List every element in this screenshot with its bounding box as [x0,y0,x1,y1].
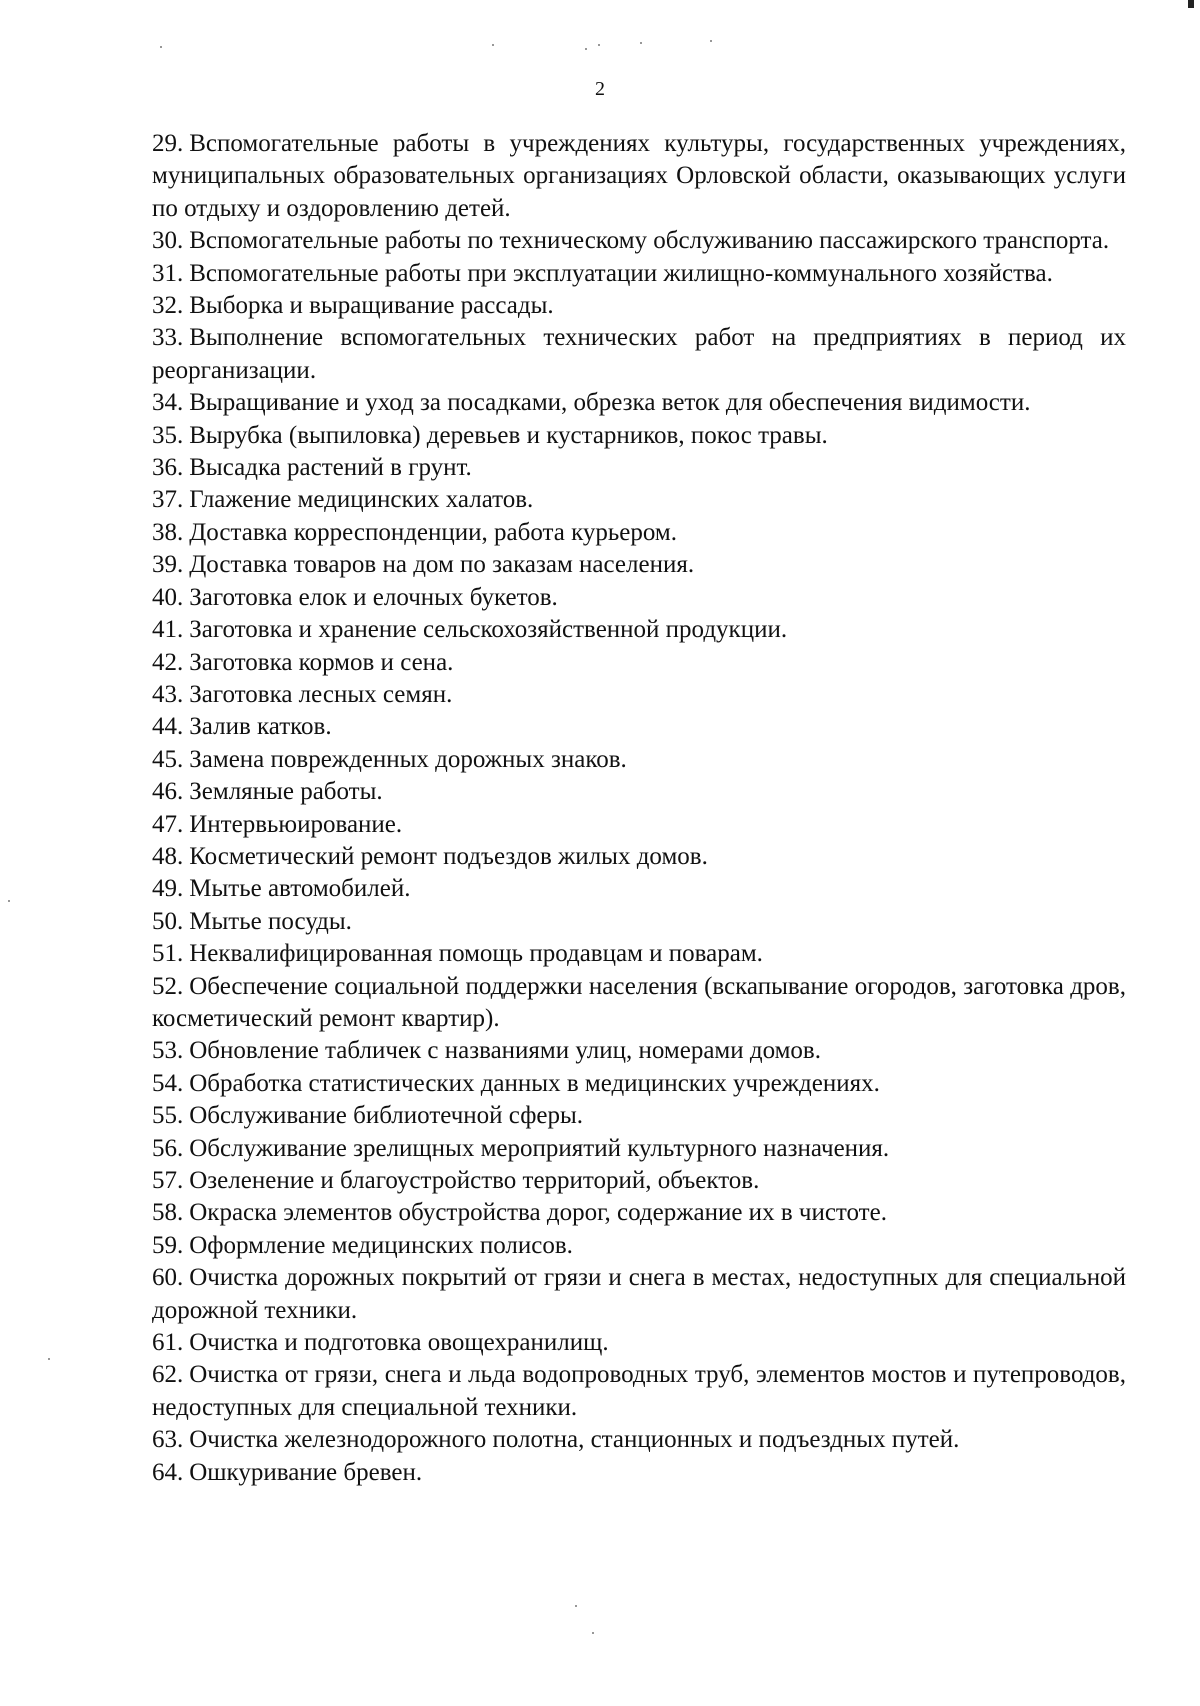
list-item-text: Высадка растений в грунт. [189,454,472,482]
list-item-number: 50. [152,907,184,935]
list-item-number: 56. [152,1134,184,1162]
scan-speck [160,46,162,48]
list-item-number: 30. [152,227,184,255]
list-item-text: Очистка дорожных покрытий от грязи и снега в местах, недоступных для специальной дорожной техники. [152,1264,1126,1324]
list-item [152,679,1126,711]
list-item-number: 58. [152,1199,184,1227]
list-item [152,1230,1126,1262]
list-item-text: Обновление табличек с названиями улиц, номерами домов. [189,1037,821,1065]
list-item [152,1424,1126,1456]
list-item [152,225,1126,257]
list-item-number: 29. [152,130,184,157]
list-item [152,1262,1126,1327]
list-item-number: 44. [152,713,184,741]
scan-speck [598,44,600,46]
list-item-text: Вспомогательные работы в учреждениях культуры, государственных учреждениях, муниципальных образовательных организациях Орловской области, оказывающих услуги по отдыху и оздоровлению детей. [152,130,1126,222]
list-item-number: 63. [152,1426,184,1454]
list-item-number: 54. [152,1069,184,1097]
list-item-text: Выполнение вспомогательных технических работ на предприятиях в период их реорганизации. [152,324,1126,384]
list-item-number: 46. [152,778,184,806]
list-item-text: Очистка и подготовка овощехранилищ. [189,1329,609,1357]
scan-speck [575,1605,577,1607]
list-item [152,420,1126,452]
list-item-number: 38. [152,518,184,546]
list-item-number: 33. [152,324,184,352]
list-item-text: Выращивание и уход за посадками, обрезка веток для обеспечения видимости. [189,389,1031,417]
list-item [152,841,1126,873]
list-item [152,1165,1126,1197]
list-item-number: 53. [152,1037,184,1065]
list-item-text: Косметический ремонт подъездов жилых домов. [189,842,708,870]
scan-speck [710,40,712,42]
list-item-number: 35. [152,421,184,449]
list-item [152,744,1126,776]
list-item-text: Залив катков. [189,713,332,741]
scan-speck [48,1358,50,1360]
list-item-text: Глажение медицинских халатов. [189,486,534,514]
list-item [152,1359,1126,1424]
list-item-number: 52. [152,972,184,1000]
list-item-number: 57. [152,1167,184,1194]
list-item [152,258,1126,290]
list-item-text: Обеспечение социальной поддержки населения (вскапывание огородов, заготовка дров, косметический ремонт квартир). [152,972,1126,1032]
list-item-text: Озеленение и благоустройство территорий, объектов. [189,1167,760,1194]
list-item-number: 43. [152,680,184,708]
list-item-text: Ошкуривание бревен. [189,1458,423,1486]
list-item [152,1035,1126,1067]
list-item-number: 41. [152,616,184,644]
list-item [152,1133,1126,1165]
list-item-number: 42. [152,648,184,676]
list-item-text: Интервьюирование. [189,810,403,838]
list-item-text: Вырубка (выпиловка) деревьев и кустарников, покос травы. [189,421,828,449]
list-item-text: Очистка от грязи, снега и льда водопроводных труб, элементов мостов и путепроводов, недоступных для специальной техники. [152,1361,1126,1421]
work-types-list [152,128,1126,1489]
list-item [152,517,1126,549]
list-item [152,906,1126,938]
list-item-number: 64. [152,1458,184,1486]
list-item [152,1100,1126,1132]
list-item-text: Земляные работы. [189,778,383,806]
list-item [152,1457,1126,1489]
list-item-number: 36. [152,454,184,482]
list-item [152,711,1126,743]
list-item-number: 51. [152,940,184,968]
list-item-number: 32. [152,292,184,320]
list-item [152,776,1126,808]
scan-speck [8,900,10,902]
scan-edge-mark [1188,0,1194,8]
list-item-text: Заготовка и хранение сельскохозяйственной продукции. [189,616,788,644]
scan-speck [492,44,494,46]
list-item-number: 31. [152,259,184,287]
list-item-text: Замена поврежденных дорожных знаков. [189,745,627,773]
list-item [152,128,1126,225]
list-item-text: Заготовка кормов и сена. [189,648,454,676]
list-item-text: Обслуживание библиотечной сферы. [189,1102,584,1130]
list-item-number: 55. [152,1102,184,1130]
list-item-number: 45. [152,745,184,773]
list-item-text: Заготовка елок и елочных букетов. [189,583,558,611]
list-item-text: Обработка статистических данных в медицинских учреждениях. [189,1069,880,1097]
list-item-number: 61. [152,1329,184,1357]
list-item-text: Вспомогательные работы при эксплуатации жилищно-коммунального хозяйства. [189,259,1053,287]
list-item-text: Окраска элементов обустройства дорог, содержание их в чистоте. [189,1199,887,1227]
list-item-number: 60. [152,1264,184,1292]
list-item [152,290,1126,322]
scan-speck [585,48,587,50]
list-item-text: Доставка корреспонденции, работа курьером. [189,518,677,546]
list-item-text: Выборка и выращивание рассады. [189,292,554,320]
page-number: 2 [595,78,605,100]
list-item [152,387,1126,419]
list-item [152,647,1126,679]
list-item-text: Оформление медицинских полисов. [189,1231,573,1259]
list-item-number: 48. [152,842,184,870]
list-item-number: 39. [152,551,184,579]
list-item-text: Обслуживание зрелищных мероприятий культурного назначения. [189,1134,890,1162]
list-item [152,938,1126,970]
list-item [152,322,1126,387]
list-item [152,614,1126,646]
list-item [152,1327,1126,1359]
list-item-text: Доставка товаров на дом по заказам населения. [189,551,695,579]
list-item-text: Мытье посуды. [189,907,352,935]
list-item-text: Заготовка лесных семян. [189,680,453,708]
list-item-text: Неквалифицированная помощь продавцам и поварам. [189,940,763,968]
scan-speck [592,1632,594,1634]
list-item-number: 49. [152,875,184,903]
list-item-number: 37. [152,486,184,514]
list-item-number: 40. [152,583,184,611]
list-item [152,452,1126,484]
list-item-text: Мытье автомобилей. [189,875,411,903]
scan-speck [640,42,642,44]
list-item-number: 34. [152,389,184,417]
list-item [152,1068,1126,1100]
list-item [152,582,1126,614]
list-item [152,971,1126,1036]
list-item [152,549,1126,581]
list-item-number: 62. [152,1361,184,1389]
list-item [152,484,1126,516]
list-item [152,1197,1126,1229]
list-item-number: 47. [152,810,184,838]
list-item-number: 59. [152,1231,184,1259]
list-item-text: Очистка железнодорожного полотна, станционных и подъездных путей. [189,1426,960,1454]
list-item [152,809,1126,841]
list-item [152,873,1126,905]
list-item-text: Вспомогательные работы по техническому обслуживанию пассажирского транспорта. [189,227,1110,255]
